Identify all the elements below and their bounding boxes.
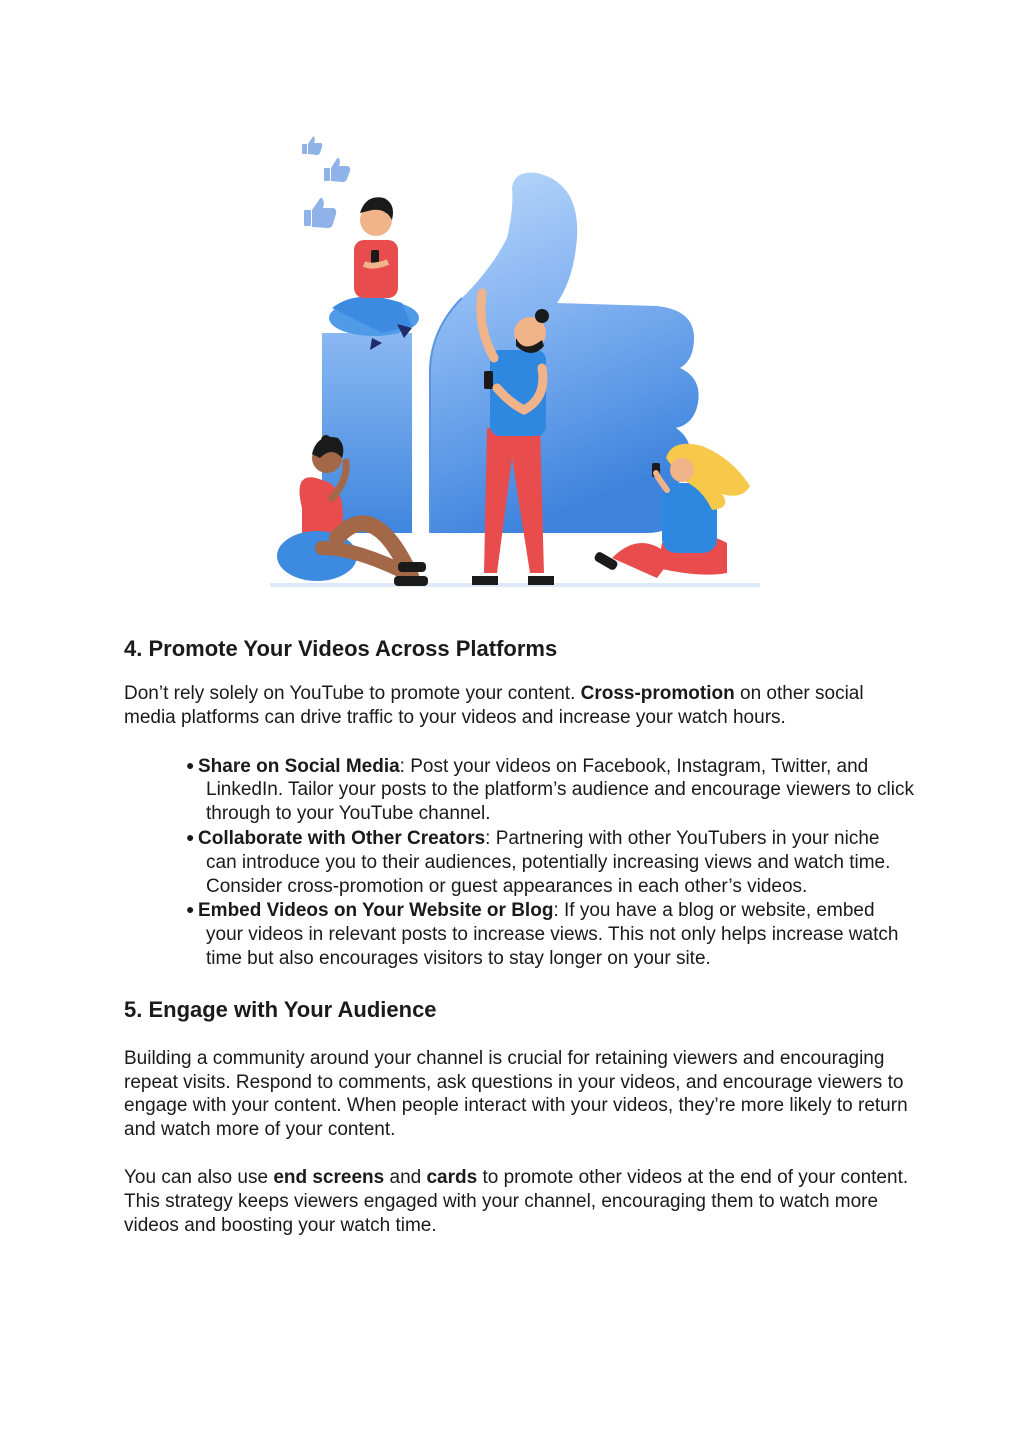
section-heading: 5. Engage with Your Audience [124, 996, 437, 1022]
section-paragraph: Building a community around your channel is crucial for retaining viewers and encouraging repeat visits. Respond to comments, ask questions in your videos, and encourage viewers to engage with your content. When people interact with your videos, they’re more likely to return and watch more of your content. [124, 1047, 908, 1141]
bold-term: cards [426, 1166, 478, 1188]
small-thumbs-up-icon [324, 158, 350, 182]
list-item: ● Embed Videos on Your Website or Blog: If you have a blog or website, embed your videos in relevant posts to increase views. This not only helps increase watch time but also encourages visitors to stay longer on your site. [186, 900, 899, 969]
bullet-list [124, 754, 914, 971]
thumbs-up-social-illustration [262, 128, 762, 596]
bold-term: Share on Social Media [198, 755, 400, 777]
list-item: ● Collaborate with Other Creators: Partnering with other YouTubers in your niche can introduce you to their audiences, potentially increasing views and watch time. Consider cross-promotion or guest appearances in each other’s videos. [186, 827, 891, 897]
list-item: ● Share on Social Media: Post your videos on Facebook, Instagram, Twitter, and LinkedIn. Tailor your posts to the platform’s audience and encourage viewers to click through to your YouTube channel. [186, 755, 914, 825]
small-thumbs-up-icon [302, 136, 322, 155]
article-content [124, 634, 914, 1237]
section-paragraph: You can also use end screens and cards to promote other videos at the end of your content. This strategy keeps viewers engaged with your channel, encouraging them to watch more videos and boosting your watch time. [124, 1166, 909, 1236]
person-sitting-on-bar [329, 197, 419, 350]
section-heading: 4. Promote Your Videos Across Platforms [124, 636, 558, 661]
small-thumbs-up-icon [304, 198, 336, 228]
bold-term: Collaborate with Other Creators [198, 827, 486, 849]
bold-term: Cross-promotion [580, 683, 735, 704]
bold-term: end screens [273, 1166, 385, 1188]
section-paragraph: Don’t rely solely on YouTube to promote your content. Cross-promotion on other social media platforms can drive traffic to your videos and increase your watch hours. [124, 683, 864, 728]
bold-term: Embed Videos on Your Website or Blog [198, 900, 554, 922]
